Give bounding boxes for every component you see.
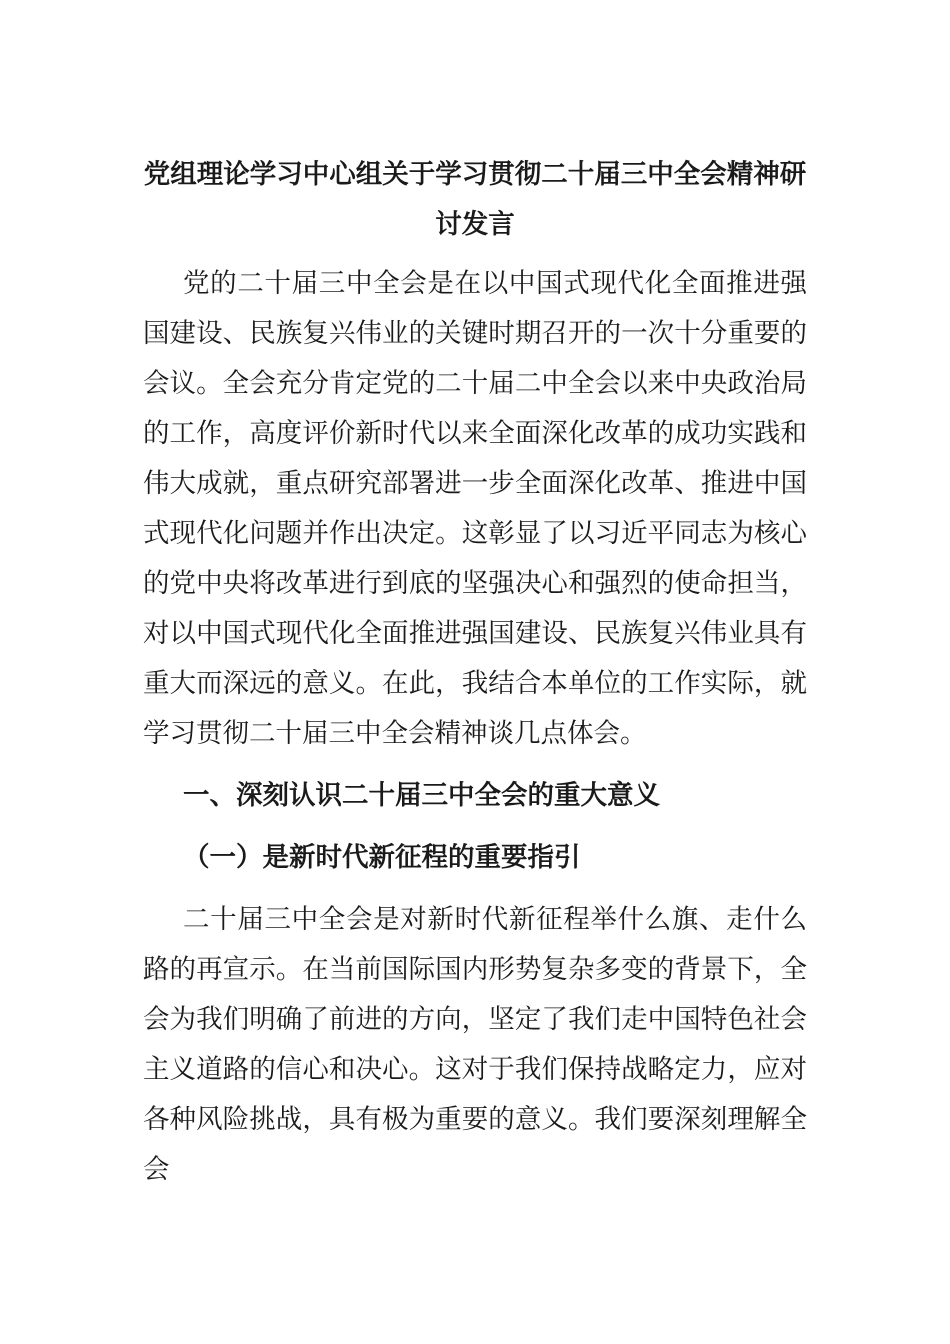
- subsection-paragraph: 二十届三中全会是对新时代新征程举什么旗、走什么路的再宣示。在当前国际国内形势复杂多变的背景下，全会为我们明确了前进的方向，坚定了我们走中国特色社会主义道路的信心和决心。这对于我们保持战略定力，应对各种风险挑战，具有极为重要的意义。我们要深刻理解全会: [143, 904, 807, 1185]
- document-title: 党组理论学习中心组关于学习贯彻二十届三中全会精神研讨发言: [143, 159, 807, 240]
- document-body: [143, 150, 807, 1195]
- section-heading: 一、深刻认识二十届三中全会的重大意义: [183, 780, 660, 811]
- intro-paragraph: 党的二十届三中全会是在以中国式现代化全面推进强国建设、民族复兴伟业的关键时期召开的一次十分重要的会议。全会充分肯定党的二十届二中全会以来中央政治局的工作，高度评价新时代以来全面深化改革的成功实践和伟大成就，重点研究部署进一步全面深化改革、推进中国式现代化问题并作出决定。这彰显了以习近平同志为核心的党中央将改革进行到底的坚强决心和强烈的使命担当，对以中国式现代化全面推进强国建设、民族复兴伟业具有重大而深远的意义。在此，我结合本单位的工作实际，就学习贯彻二十届三中全会精神谈几点体会。: [143, 268, 807, 749]
- subsection-heading: （一）是新时代新征程的重要指引: [183, 842, 581, 873]
